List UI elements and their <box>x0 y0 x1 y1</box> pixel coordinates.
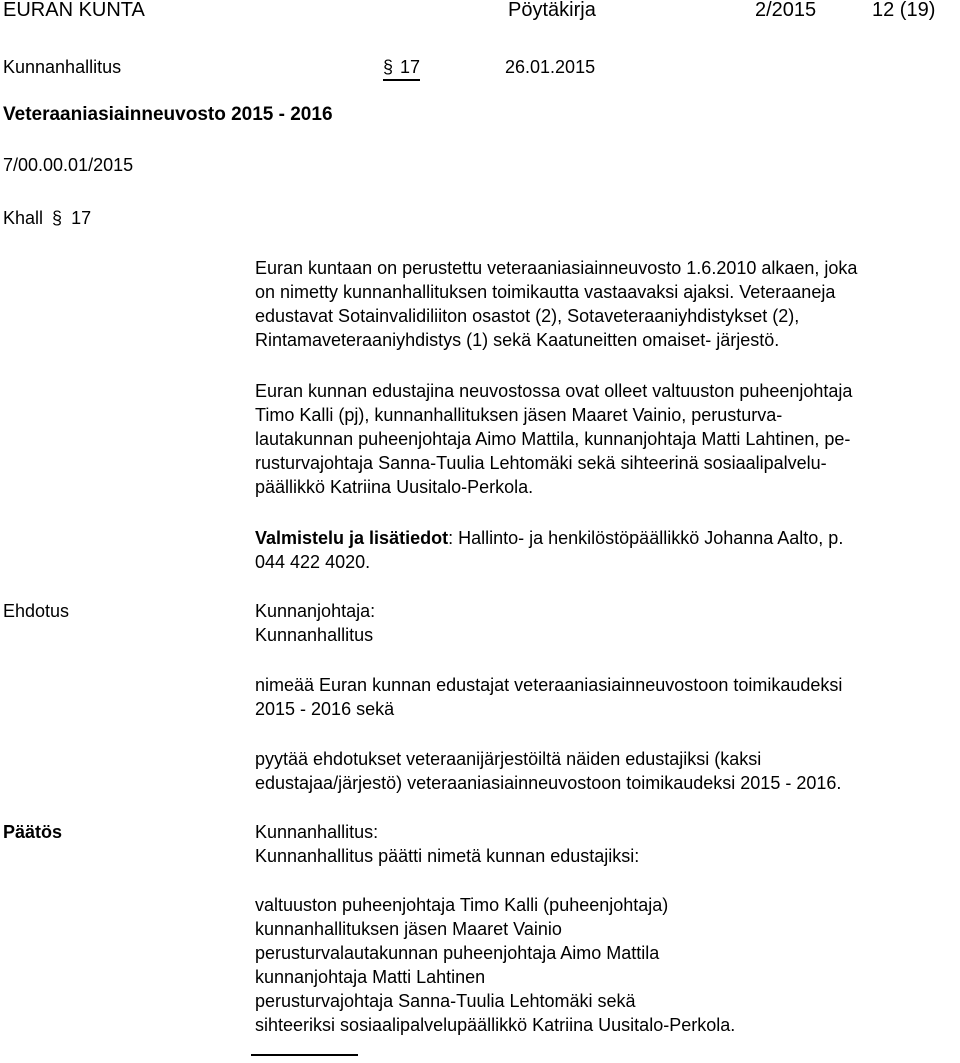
list-item: perusturvajohtaja Sanna-Tuulia Lehtomäki sekä <box>255 991 636 1011</box>
reference-number: 7/00.00.01/2015 <box>3 155 134 175</box>
representatives-paragraph: Euran kunnan edustajina neuvostossa ovat olleet valtuuston puheenjohtaja Timo Kalli (pj), kunnanhallituksen jäsen Maaret Vainio, perusturva- lautakunnan puheenjohtaja Aimo Mattila, kunnanjohtaja Matti Lahtinen, pe- rusturvajohtaja Sanna-Tuulia Lehtomäki sekä sihteerinä sosiaalipalvelu- päällikkö Katriina Uusitalo-Perkola. <box>255 381 853 497</box>
section-link-underline <box>383 79 420 81</box>
list-item: kunnanhallituksen jäsen Maaret Vainio <box>255 919 562 939</box>
section-symbol: § <box>383 57 394 77</box>
section-number[interactable]: § 17 <box>383 57 421 77</box>
proposer: Kunnanjohtaja: <box>255 601 376 621</box>
proposal-header <box>255 599 960 647</box>
meeting-body: Kunnanhallitus <box>3 57 122 77</box>
section-symbol: § <box>52 208 63 228</box>
list-item: kunnanjohtaja Matti Lahtinen <box>255 967 486 987</box>
proposal-item-1: nimeää Euran kunnan edustajat veteraaniasiainneuvostoon toimikaudeksi 2015 - 2016 sekä <box>255 675 843 719</box>
page-number: 12 (19) <box>872 0 936 21</box>
preparation-label: Valmistelu ja lisätiedot <box>255 528 449 548</box>
background-paragraph: Euran kuntaan on perustettu veteraaniasiainneuvosto 1.6.2010 alkaen, joka on nimetty kunnanhallituksen toimikautta vastaavaksi ajaksi. Veteraaneja edustavat Sotainvalidiliiton osastot (2), Sotaveteraaniyhdistykset (2), Rintamaveteraaniyhdistys (1) sekä Kaatuneitten omaiset- järjestö. <box>255 258 858 350</box>
organization-name: EURAN KUNTA <box>3 0 145 21</box>
footer-separator <box>251 1054 358 1056</box>
proposal-body: Kunnanhallitus <box>255 625 374 645</box>
preparation-text: : Hallinto- ja henkilöstöpäällikkö Johanna Aalto, p. <box>448 528 844 548</box>
page-title: Veteraaniasiainneuvosto 2015 - 2016 <box>3 104 333 125</box>
proposal-section-label: Ehdotus <box>3 601 70 621</box>
list-item: sihteeriksi sosiaalipalvelupäällikkö Katriina Uusitalo-Perkola. <box>255 1015 736 1035</box>
decision-intro: Kunnanhallitus päätti nimetä kunnan edustajiksi: <box>255 846 640 866</box>
document-number: 2/2015 <box>755 0 817 21</box>
list-item: perusturvalautakunnan puheenjohtaja Aimo Mattila <box>255 943 660 963</box>
list-item: valtuuston puheenjohtaja Timo Kalli (puheenjohtaja) <box>255 895 669 915</box>
decision-header <box>255 820 960 868</box>
khall-reference: Khall § 17 <box>3 208 92 228</box>
document-type: Pöytäkirja <box>508 0 596 21</box>
preparation-info <box>255 526 960 574</box>
decision-members <box>255 893 960 1037</box>
decision-section-label: Päätös <box>3 822 63 842</box>
meeting-date: 26.01.2015 <box>505 57 596 77</box>
proposal-item-2: pyytää ehdotukset veteraanijärjestöiltä näiden edustajiksi (kaksi edustajaa/järjestö) veteraaniasiainneuvostoon toimikaudeksi 2015 - 2016. <box>255 749 842 793</box>
preparation-phone: 044 422 4020. <box>255 552 371 572</box>
decision-body: Kunnanhallitus: <box>255 822 379 842</box>
